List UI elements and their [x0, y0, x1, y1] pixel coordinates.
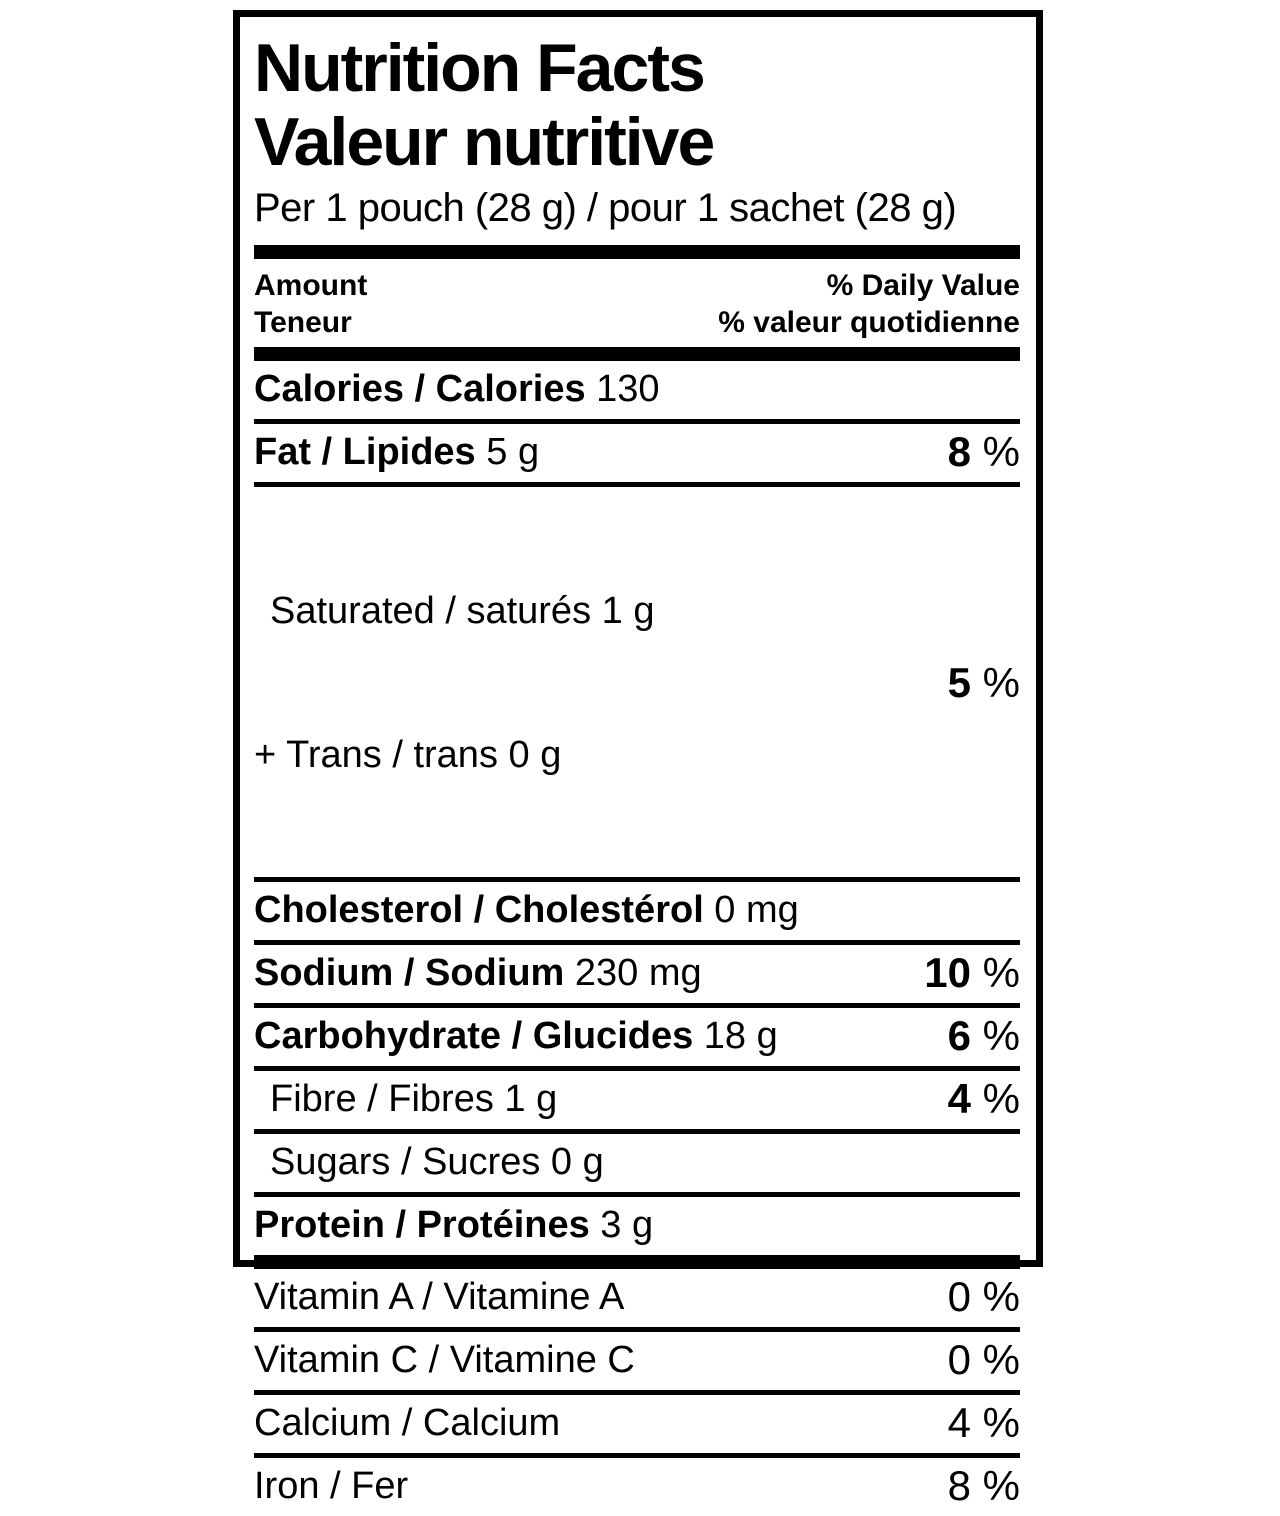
nutrient-iron: Iron / Fer — [254, 1465, 409, 1507]
row-vitamin-c — [254, 1332, 1020, 1395]
daily-value-sodium: 10 % — [924, 949, 1020, 996]
amount-label-fr: Teneur — [254, 306, 352, 339]
row-protein — [254, 1197, 1020, 1255]
daily-value-fat: 8 % — [947, 428, 1020, 475]
separator-bar-top — [254, 245, 1020, 259]
daily-value-saturated-trans: 5 % — [947, 659, 1020, 706]
row-calories — [254, 361, 1020, 424]
row-iron — [254, 1458, 1020, 1516]
row-fat — [254, 424, 1020, 487]
amount-label-en: Amount — [254, 269, 368, 302]
nutrient-calcium: Calcium / Calcium — [254, 1402, 561, 1444]
row-saturated-trans — [254, 487, 1020, 882]
daily-value-carbohydrate: 6 % — [947, 1012, 1020, 1059]
row-sodium — [254, 945, 1020, 1008]
nutrient-sugars: Sugars / Sucres 0 g — [270, 1141, 604, 1183]
daily-value-label-en: % Daily Value — [826, 269, 1020, 302]
daily-value-fibre: 4 % — [947, 1075, 1020, 1122]
daily-value-header — [254, 267, 1020, 341]
title-english: Nutrition Facts — [254, 30, 704, 106]
row-vitamin-a — [254, 1269, 1020, 1332]
nutrient-fat: Fat / Lipides 5 g — [254, 431, 540, 473]
nutrient-fibre: Fibre / Fibres 1 g — [270, 1078, 558, 1120]
row-carbohydrate — [254, 1008, 1020, 1071]
nutrient-carbohydrate: Carbohydrate / Glucides 18 g — [254, 1015, 778, 1057]
daily-value-calcium: 4 % — [947, 1399, 1020, 1446]
nutrient-saturated-trans: Saturated / saturés 1 g + Trans / trans 0 g — [254, 590, 655, 776]
nutrient-vitamin-c: Vitamin C / Vitamine C — [254, 1339, 635, 1381]
row-calcium — [254, 1395, 1020, 1458]
row-cholesterol — [254, 882, 1020, 945]
row-fibre — [254, 1071, 1020, 1134]
daily-value-vitamin-c: 0 % — [947, 1336, 1020, 1383]
row-sugars — [254, 1134, 1020, 1197]
daily-value-vitamin-a: 0 % — [947, 1273, 1020, 1320]
daily-value-iron: 8 % — [947, 1462, 1020, 1509]
nutrition-facts-label — [233, 10, 1043, 1509]
serving-size: Per 1 pouch (28 g) / pour 1 sachet (28 g) — [254, 186, 957, 230]
nutrient-protein: Protein / Protéines 3 g — [254, 1204, 654, 1246]
nutrient-sodium: Sodium / Sodium 230 mg — [254, 952, 702, 994]
separator-bar-header — [254, 347, 1020, 361]
title-french: Valeur nutritive — [254, 104, 714, 180]
nutrient-cholesterol: Cholesterol / Cholestérol 0 mg — [254, 889, 799, 931]
daily-value-label-fr: % valeur quotidienne — [718, 306, 1020, 339]
nutrient-calories: Calories / Calories 130 — [254, 368, 660, 410]
separator-bar-micronutrients — [254, 1255, 1020, 1269]
nutrient-vitamin-a: Vitamin A / Vitamine A — [254, 1276, 625, 1318]
